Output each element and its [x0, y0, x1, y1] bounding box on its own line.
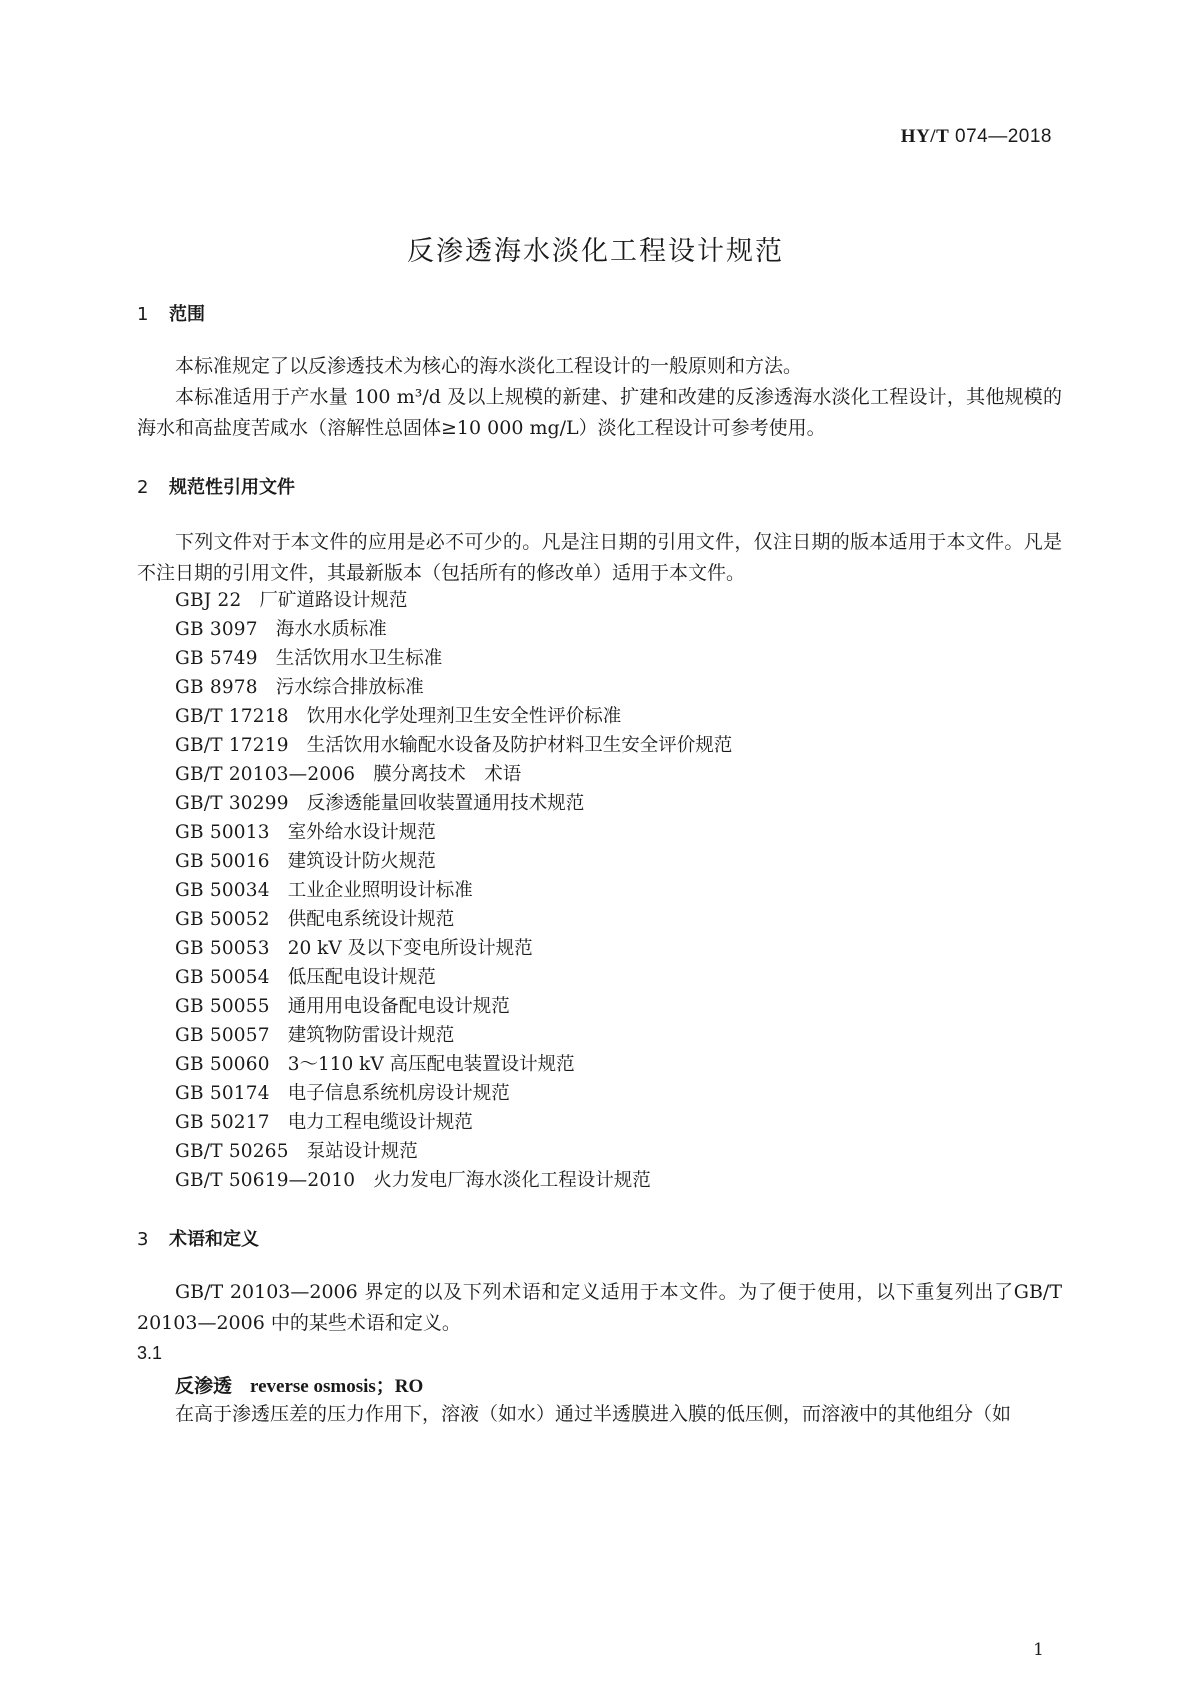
- reference-item: [175, 789, 732, 818]
- reference-name: 建筑设计防火规范: [287, 851, 436, 872]
- term-chinese: 反渗透: [175, 1375, 233, 1397]
- term-entry: [175, 1371, 423, 1398]
- term-definition: 在高于渗透压差的压力作用下，溶液（如水）通过半透膜进入膜的低压侧，而溶液中的其他组分（如: [175, 1403, 1012, 1425]
- reference-item: [175, 1166, 732, 1195]
- section-1-paragraph-2: 本标准适用于产水量 100 m³/d 及以上规模的新建、扩建和改建的反渗透海水淡化工程设计，其他规模的海水和高盐度苦咸水（溶解性总固体≥10 000 mg/L）淡化工程设计可参考使用。: [137, 386, 1062, 439]
- reference-code: GB/T 20103—2006: [175, 764, 356, 785]
- reference-item: [175, 731, 732, 760]
- reference-item: [175, 760, 732, 789]
- reference-name: 建筑物防雷设计规范: [287, 1025, 455, 1046]
- section-1-paragraph-1: 本标准规定了以反渗透技术为核心的海水淡化工程设计的一般原则和方法。: [175, 355, 803, 377]
- reference-item: [175, 673, 732, 702]
- reference-code: GB 50034: [175, 880, 270, 901]
- reference-code: GB 50055: [175, 996, 270, 1017]
- reference-name: 室外给水设计规范: [287, 822, 436, 843]
- term-number: 3.1: [137, 1343, 163, 1363]
- section-3-heading: [137, 1225, 259, 1251]
- reference-code: GB 50054: [175, 967, 270, 988]
- reference-item: [175, 586, 732, 615]
- reference-item: [175, 1137, 732, 1166]
- reference-item: [175, 1079, 732, 1108]
- reference-name: 火力发电厂海水淡化工程设计规范: [373, 1170, 651, 1191]
- reference-item: [175, 1108, 732, 1137]
- reference-code: GB/T 50619—2010: [175, 1170, 356, 1191]
- reference-name: 工业企业照明设计标准: [287, 880, 473, 901]
- reference-item: [175, 847, 732, 876]
- reference-name: 泵站设计规范: [306, 1141, 418, 1162]
- term-english: reverse osmosis；RO: [250, 1376, 424, 1397]
- reference-name: 生活饮用水卫生标准: [275, 648, 443, 669]
- reference-name: 膜分离技术 术语: [373, 764, 522, 785]
- reference-item: [175, 1021, 732, 1050]
- document-title: 反渗透海水淡化工程设计规范: [407, 236, 784, 267]
- reference-name: 供配电系统设计规范: [287, 909, 455, 930]
- reference-item: [175, 818, 732, 847]
- section-title: 规范性引用文件: [169, 477, 295, 498]
- normative-references-list: [175, 586, 732, 1195]
- reference-name: 反渗透能量回收装置通用技术规范: [306, 793, 585, 814]
- reference-code: GB 8978: [175, 677, 258, 698]
- reference-code: GB 3097: [175, 619, 258, 640]
- standard-code-prefix: HY/T: [900, 126, 950, 147]
- reference-code: GB 50060: [175, 1054, 270, 1075]
- reference-item: [175, 615, 732, 644]
- reference-code: GB 50052: [175, 909, 270, 930]
- section-2-paragraph-1: 下列文件对于本文件的应用是必不可少的。凡是注日期的引用文件，仅注日期的版本适用于本文件。凡是不注日期的引用文件，其最新版本（包括所有的修改单）适用于本文件。: [137, 531, 1062, 584]
- reference-name: 饮用水化学处理剂卫生安全性评价标准: [306, 706, 622, 727]
- reference-name: 污水综合排放标准: [275, 677, 424, 698]
- section-3-paragraph-1: GB/T 20103—2006 界定的以及下列术语和定义适用于本文件。为了便于使用，以下重复列出了GB/T 20103—2006 中的某些术语和定义。: [137, 1281, 1062, 1334]
- reference-code: GBJ 22: [175, 590, 242, 611]
- reference-name: 生活饮用水输配水设备及防护材料卫生安全评价规范: [306, 735, 733, 756]
- reference-name: 电力工程电缆设计规范: [287, 1112, 473, 1133]
- reference-name: 20 kV 及以下变电所设计规范: [287, 938, 533, 959]
- reference-code: GB/T 17218: [175, 706, 289, 727]
- section-1-heading: [137, 300, 205, 326]
- section-number: 3: [137, 1229, 149, 1250]
- reference-code: GB/T 50265: [175, 1141, 289, 1162]
- section-number: 2: [137, 477, 149, 498]
- page-number: 1: [1033, 1640, 1044, 1660]
- reference-item: [175, 934, 732, 963]
- section-2-heading: [137, 473, 295, 499]
- reference-code: GB 50013: [175, 822, 270, 843]
- reference-item: [175, 702, 732, 731]
- standard-code: [901, 126, 1052, 148]
- reference-item: [175, 992, 732, 1021]
- reference-item: [175, 876, 732, 905]
- reference-item: [175, 1050, 732, 1079]
- reference-name: 低压配电设计规范: [287, 967, 436, 988]
- reference-item: [175, 644, 732, 673]
- reference-item: [175, 905, 732, 934]
- reference-code: GB/T 17219: [175, 735, 289, 756]
- reference-code: GB 50057: [175, 1025, 270, 1046]
- reference-name: 海水水质标准: [275, 619, 387, 640]
- reference-name: 厂矿道路设计规范: [259, 590, 408, 611]
- section-number: 1: [137, 304, 149, 325]
- reference-name: 3～110 kV 高压配电装置设计规范: [287, 1054, 575, 1075]
- standard-code-number: 074—2018: [955, 126, 1052, 147]
- section-title: 术语和定义: [169, 1229, 259, 1250]
- reference-name: 通用用电设备配电设计规范: [287, 996, 510, 1017]
- reference-item: [175, 963, 732, 992]
- reference-code: GB 50016: [175, 851, 270, 872]
- reference-code: GB 50217: [175, 1112, 270, 1133]
- section-title: 范围: [169, 304, 205, 325]
- reference-code: GB/T 30299: [175, 793, 289, 814]
- reference-code: GB 5749: [175, 648, 258, 669]
- reference-code: GB 50053: [175, 938, 270, 959]
- reference-name: 电子信息系统机房设计规范: [287, 1083, 510, 1104]
- reference-code: GB 50174: [175, 1083, 270, 1104]
